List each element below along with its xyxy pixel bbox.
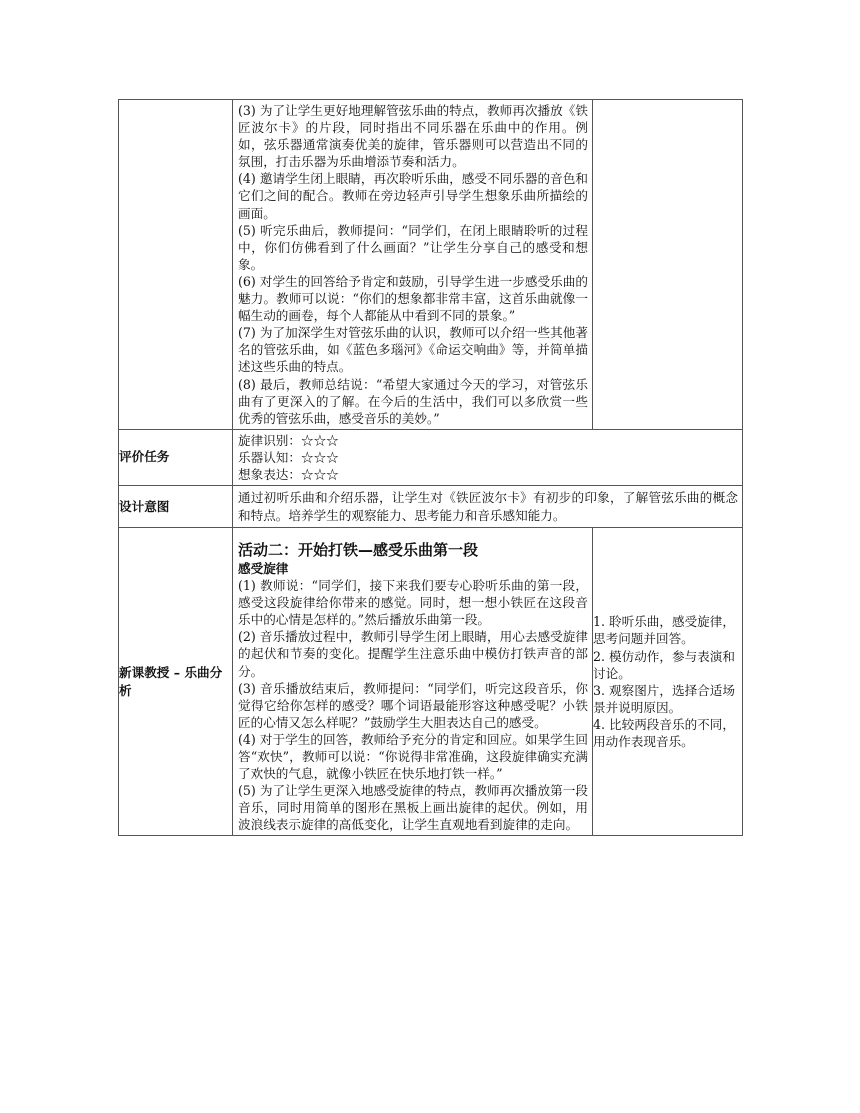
student-activity-item: 3. 观察图片，选择合适场景并说明原因。 <box>593 682 735 715</box>
step-paragraph: (5) 听完乐曲后，教师提问：“同学们，在闭上眼睛聆听的过程中，你们仿佛看到了什么画面？”让学生分享自己的感受和想象。 <box>238 222 588 272</box>
design-intent-row <box>119 486 743 528</box>
step-paragraph: (8) 最后，教师总结说：“希望大家通过今天的学习，对管弦乐曲有了更深入的了解。在今后的生活中，我们可以多欣赏一些优秀的管弦乐曲，感受音乐的美妙。” <box>238 376 588 426</box>
row-label-cell-empty <box>119 100 233 430</box>
step-paragraph: (4) 对于学生的回答，教师给予充分的肯定和回应。如果学生回答“欢快”，教师可以说：“你说得非常准确，这段旋律确实充满了欢快的气息，就像小铁匠在快乐地打铁一样。” <box>238 731 588 782</box>
section-subtitle: 感受旋律 <box>238 561 289 577</box>
new-lesson-steps-cell <box>233 528 593 836</box>
step-paragraph: (3) 为了让学生更好地理解管弦乐曲的特点，教师再次播放《铁匠波尔卡》的片段，同时指出不同乐器在乐曲中的作用。例如，弦乐器通常演奏优美的旋律，管乐器则可以营造出不同的氛围，打击乐器为乐曲增添节奏和活力。 <box>238 103 588 170</box>
teaching-steps-cell <box>233 100 593 430</box>
design-intent-text: 通过初听乐曲和介绍乐器，让学生对《铁匠波尔卡》有初步的印象，了解管弦乐曲的概念和特点。培养学生的观察能力、思考能力和音乐感知能力。 <box>238 490 738 523</box>
activity-title: 活动二：开始打铁—感受乐曲第一段 <box>238 541 479 560</box>
evaluation-item: 旋律识别：☆☆☆ <box>238 432 339 448</box>
design-intent-label: 设计意图 <box>119 486 233 528</box>
step-paragraph: (6) 对学生的回答给予肯定和鼓励，引导学生进一步感受乐曲的魅力。教师可以说：“你们的想象都非常丰富，这首乐曲就像一幅生动的画卷，每个人都能从中看到不同的景象。” <box>238 273 588 324</box>
step-paragraph: (3) 音乐播放结束后，教师提问：“同学们，听完这段音乐，你觉得它给你怎样的感受？哪个词语最能形容这种感受呢？小铁匠的心情又怎么样呢？”鼓励学生大胆表达自己的感受。 <box>238 680 588 730</box>
step-paragraph: (5) 为了让学生更深入地感受旋律的特点，教师再次播放第一段音乐，同时用简单的图形在黑板上画出旋律的起伏。例如，用波浪线表示旋律的高低变化，让学生直观地看到旋律的走向。 <box>238 783 588 833</box>
step-paragraph: (4) 邀请学生闭上眼睛，再次聆听乐曲，感受不同乐器的音色和它们之间的配合。教师在旁边轻声引导学生想象乐曲所描绘的画面。 <box>238 171 588 221</box>
new-lesson-row <box>119 528 743 836</box>
evaluation-item: 想象表达：☆☆☆ <box>238 466 339 482</box>
evaluation-label: 评价任务 <box>119 429 233 485</box>
new-lesson-label: 新课教授 – 乐曲分析 <box>119 528 233 836</box>
student-activities-cell <box>593 528 743 836</box>
student-activity-cell-empty <box>593 100 743 430</box>
step-paragraph: (1) 教师说：“同学们，接下来我们要专心聆听乐曲的第一段，感受这段旋律给你带来的感觉。同时，想一想小铁匠在这段音乐中的心情是怎样的。”然后播放乐曲第一段。 <box>238 578 588 628</box>
evaluation-item: 乐器认知：☆☆☆ <box>238 449 339 465</box>
lesson-plan-table <box>118 99 743 836</box>
teaching-process-row <box>119 100 743 430</box>
student-activity-item: 4. 比较两段音乐的不同，用动作表现音乐。 <box>593 716 735 750</box>
student-activity-item: 1. 聆听乐曲，感受旋律，思考问题并回答。 <box>593 614 735 647</box>
step-paragraph: (2) 音乐播放过程中，教师引导学生闭上眼睛，用心去感受旋律的起伏和节奏的变化。提醒学生注意乐曲中模仿打铁声音的部分。 <box>238 629 588 679</box>
evaluation-content <box>233 429 743 485</box>
step-paragraph: (7) 为了加深学生对管弦乐曲的认识，教师可以介绍一些其他著名的管弦乐曲，如《蓝色多瑙河》《命运交响曲》等，并简单描述这些乐曲的特点。 <box>238 325 588 375</box>
evaluation-row <box>119 429 743 485</box>
design-intent-content <box>233 486 743 528</box>
student-activity-item: 2. 模仿动作，参与表演和讨论。 <box>593 648 735 681</box>
